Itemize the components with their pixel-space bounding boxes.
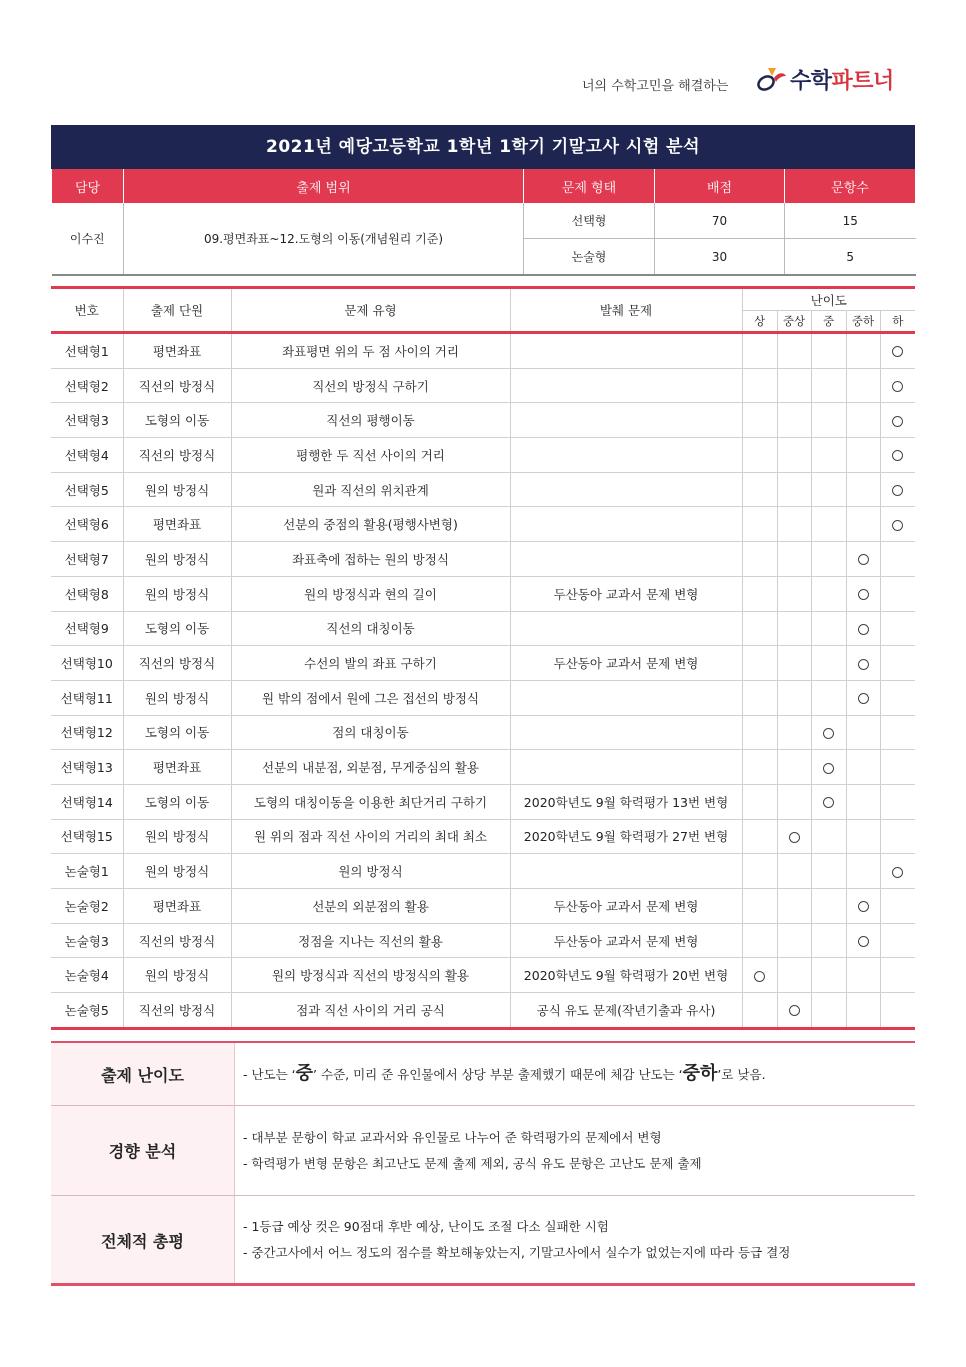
difficulty-cell xyxy=(846,333,880,369)
difficulty-cell xyxy=(742,472,777,507)
question-number: 선택형5 xyxy=(51,472,123,507)
question-unit: 평면좌표 xyxy=(123,333,231,369)
difficulty-cell xyxy=(846,368,880,403)
question-row xyxy=(51,750,915,785)
question-type: 도형의 대칭이동을 이용한 최단거리 구하기 xyxy=(231,784,510,819)
difficulty-cell xyxy=(777,333,811,369)
difficulty-mark-icon xyxy=(858,936,869,947)
level-header: 하 xyxy=(880,311,915,333)
type-score: 70 xyxy=(655,203,785,239)
question-type: 평행한 두 직선 사이의 거리 xyxy=(231,438,510,473)
level-header: 중 xyxy=(811,311,846,333)
overall-label: 전체적 총평 xyxy=(51,1196,235,1284)
difficulty-cell xyxy=(777,993,811,1029)
question-number: 선택형9 xyxy=(51,611,123,646)
question-number: 선택형2 xyxy=(51,368,123,403)
question-source: 공식 유도 문제(작년기출과 유사) xyxy=(510,993,742,1029)
difficulty-cell xyxy=(846,472,880,507)
difficulty-cell xyxy=(742,715,777,750)
difficulty-cell xyxy=(811,472,846,507)
difficulty-cell xyxy=(742,889,777,924)
difficulty-cell xyxy=(811,507,846,542)
difficulty-cell xyxy=(742,333,777,369)
exam-summary-table xyxy=(51,169,916,276)
difficulty-cell xyxy=(777,958,811,993)
header-type: 문제 형태 xyxy=(524,169,655,203)
difficulty-cell xyxy=(811,611,846,646)
question-unit: 평면좌표 xyxy=(123,750,231,785)
difficulty-cell xyxy=(777,715,811,750)
question-row xyxy=(51,923,915,958)
difficulty-cell xyxy=(880,403,915,438)
question-type: 원의 방정식 xyxy=(231,854,510,889)
question-unit: 원의 방정식 xyxy=(123,819,231,854)
question-source xyxy=(510,611,742,646)
difficulty-mark-icon xyxy=(823,763,834,774)
difficulty-level: 중 xyxy=(295,1063,314,1084)
question-type: 좌표축에 접하는 원의 방정식 xyxy=(231,542,510,577)
question-type: 수선의 발의 좌표 구하기 xyxy=(231,646,510,681)
difficulty-cell xyxy=(811,715,846,750)
difficulty-cell xyxy=(742,854,777,889)
question-number: 선택형15 xyxy=(51,819,123,854)
difficulty-cell xyxy=(777,472,811,507)
difficulty-cell xyxy=(742,576,777,611)
difficulty-cell xyxy=(777,438,811,473)
difficulty-cell xyxy=(777,646,811,681)
difficulty-cell xyxy=(777,819,811,854)
difficulty-cell xyxy=(811,576,846,611)
question-type: 점과 직선 사이의 거리 공식 xyxy=(231,993,510,1029)
question-number: 논술형4 xyxy=(51,958,123,993)
difficulty-cell xyxy=(811,542,846,577)
difficulty-cell xyxy=(811,646,846,681)
brand-logo-icon xyxy=(756,64,788,94)
question-unit: 도형의 이동 xyxy=(123,784,231,819)
question-unit: 원의 방정식 xyxy=(123,472,231,507)
difficulty-cell xyxy=(880,576,915,611)
difficulty-cell xyxy=(880,542,915,577)
teacher-name: 이수진 xyxy=(52,203,124,275)
question-row xyxy=(51,993,915,1029)
difficulty-cell xyxy=(846,958,880,993)
difficulty-cell xyxy=(880,368,915,403)
difficulty-mark-icon xyxy=(823,797,834,808)
level-header: 상 xyxy=(742,311,777,333)
difficulty-cell xyxy=(742,542,777,577)
difficulty-mark-icon xyxy=(858,624,869,635)
trend-label: 경향 분석 xyxy=(51,1106,235,1195)
question-unit: 도형의 이동 xyxy=(123,403,231,438)
question-number: 논술형2 xyxy=(51,889,123,924)
question-row xyxy=(51,646,915,681)
difficulty-cell xyxy=(846,715,880,750)
overall-line: - 중간고사에서 어느 정도의 점수를 확보해놓았는지, 기말고사에서 실수가 없었는지에 따라 등급 결정 xyxy=(243,1245,791,1260)
difficulty-cell xyxy=(811,889,846,924)
question-number: 선택형8 xyxy=(51,576,123,611)
header-range: 출제 범위 xyxy=(124,169,524,203)
question-row xyxy=(51,576,915,611)
difficulty-cell xyxy=(811,680,846,715)
col-header-type: 문제 유형 xyxy=(231,288,510,333)
difficulty-mark-icon xyxy=(754,971,765,982)
difficulty-cell xyxy=(846,611,880,646)
question-type: 선분의 중점의 활용(평행사변형) xyxy=(231,507,510,542)
question-type: 좌표평면 위의 두 점 사이의 거리 xyxy=(231,333,510,369)
question-number: 선택형6 xyxy=(51,507,123,542)
difficulty-cell xyxy=(811,819,846,854)
difficulty-cell xyxy=(846,993,880,1029)
question-row xyxy=(51,680,915,715)
question-source xyxy=(510,472,742,507)
difficulty-cell xyxy=(880,611,915,646)
difficulty-cell xyxy=(811,368,846,403)
difficulty-cell xyxy=(846,784,880,819)
question-unit: 직선의 방정식 xyxy=(123,923,231,958)
col-header-source: 발췌 문제 xyxy=(510,288,742,333)
trend-line: - 학력평가 변형 문항은 최고난도 문제 출제 제외, 공식 유도 문항은 고난도 문제 출제 xyxy=(243,1155,702,1171)
question-row xyxy=(51,542,915,577)
question-number: 선택형10 xyxy=(51,646,123,681)
question-type: 직선의 방정식 구하기 xyxy=(231,368,510,403)
difficulty-cell xyxy=(846,403,880,438)
question-number: 선택형14 xyxy=(51,784,123,819)
question-unit: 평면좌표 xyxy=(123,889,231,924)
header-count: 문항수 xyxy=(785,169,916,203)
question-row xyxy=(51,784,915,819)
difficulty-mark-icon xyxy=(892,867,903,878)
question-source xyxy=(510,854,742,889)
difficulty-mark-icon xyxy=(858,901,869,912)
question-unit: 평면좌표 xyxy=(123,507,231,542)
difficulty-cell xyxy=(880,889,915,924)
question-row xyxy=(51,715,915,750)
question-row xyxy=(51,438,915,473)
difficulty-cell xyxy=(846,819,880,854)
question-unit: 원의 방정식 xyxy=(123,576,231,611)
difficulty-cell xyxy=(846,750,880,785)
header-score: 배점 xyxy=(655,169,785,203)
difficulty-prefix: - 난도는 ‘ xyxy=(243,1067,296,1082)
question-number: 논술형3 xyxy=(51,923,123,958)
question-type: 원의 방정식과 직선의 방정식의 활용 xyxy=(231,958,510,993)
brand-part2: 파트너 xyxy=(831,69,894,94)
question-row xyxy=(51,472,915,507)
type-label: 논술형 xyxy=(524,239,655,276)
question-number: 선택형1 xyxy=(51,333,123,369)
question-source xyxy=(510,542,742,577)
difficulty-mark-icon xyxy=(789,1005,800,1016)
question-source xyxy=(510,368,742,403)
difficulty-cell xyxy=(811,403,846,438)
question-row xyxy=(51,333,915,369)
difficulty-cell xyxy=(846,646,880,681)
question-source: 두산동아 교과서 문제 변형 xyxy=(510,646,742,681)
col-header-unit: 출제 단원 xyxy=(123,288,231,333)
question-type: 원 밖의 점에서 원에 그은 접선의 방정식 xyxy=(231,680,510,715)
difficulty-middle: ’ 수준, 미리 준 유인물에서 상당 부분 출제했기 때문에 체감 난도는 ‘ xyxy=(313,1067,683,1082)
difficulty-cell xyxy=(777,680,811,715)
difficulty-cell xyxy=(811,958,846,993)
question-unit: 직선의 방정식 xyxy=(123,646,231,681)
felt-difficulty-level: 중하 xyxy=(682,1063,718,1084)
difficulty-mark-icon xyxy=(892,485,903,496)
type-score: 30 xyxy=(655,239,785,276)
brand-part1: 수학 xyxy=(790,69,832,94)
tagline: 너의 수학고민을 해결하는 xyxy=(582,79,729,94)
question-number: 선택형4 xyxy=(51,438,123,473)
difficulty-mark-icon xyxy=(892,450,903,461)
difficulty-cell xyxy=(811,993,846,1029)
question-row xyxy=(51,368,915,403)
question-source xyxy=(510,438,742,473)
page-header xyxy=(520,60,920,100)
difficulty-cell xyxy=(811,854,846,889)
question-number: 논술형5 xyxy=(51,993,123,1029)
difficulty-cell xyxy=(811,784,846,819)
difficulty-cell xyxy=(742,611,777,646)
question-row xyxy=(51,403,915,438)
difficulty-cell xyxy=(880,438,915,473)
difficulty-mark-icon xyxy=(858,693,869,704)
question-number: 선택형13 xyxy=(51,750,123,785)
question-source xyxy=(510,750,742,785)
question-type: 선분의 외분점의 활용 xyxy=(231,889,510,924)
difficulty-cell xyxy=(777,403,811,438)
bottom-rule xyxy=(51,1283,915,1286)
question-row xyxy=(51,819,915,854)
difficulty-label: 출제 난이도 xyxy=(51,1043,235,1106)
difficulty-cell xyxy=(880,646,915,681)
type-count: 15 xyxy=(785,203,916,239)
difficulty-cell xyxy=(742,507,777,542)
difficulty-mark-icon xyxy=(858,554,869,565)
question-source: 두산동아 교과서 문제 변형 xyxy=(510,576,742,611)
difficulty-cell xyxy=(846,576,880,611)
trend-line: - 대부분 문항이 학교 교과서와 유인물로 나누어 준 학력평가의 문제에서 변형 xyxy=(243,1129,662,1145)
question-unit: 직선의 방정식 xyxy=(123,368,231,403)
question-number: 선택형7 xyxy=(51,542,123,577)
difficulty-cell xyxy=(742,923,777,958)
difficulty-cell xyxy=(880,750,915,785)
question-number: 선택형3 xyxy=(51,403,123,438)
question-unit: 원의 방정식 xyxy=(123,680,231,715)
difficulty-cell xyxy=(811,438,846,473)
difficulty-cell xyxy=(742,819,777,854)
question-unit: 원의 방정식 xyxy=(123,854,231,889)
difficulty-cell xyxy=(777,368,811,403)
difficulty-cell xyxy=(880,715,915,750)
difficulty-text xyxy=(243,1061,766,1088)
difficulty-mark-icon xyxy=(892,346,903,357)
question-type: 정점을 지나는 직선의 활용 xyxy=(231,923,510,958)
difficulty-cell xyxy=(846,542,880,577)
difficulty-mark-icon xyxy=(892,520,903,531)
question-row xyxy=(51,507,915,542)
question-source: 2020학년도 9월 학력평가 20번 변형 xyxy=(510,958,742,993)
col-header-no: 번호 xyxy=(51,288,123,333)
level-header: 중상 xyxy=(777,311,811,333)
difficulty-cell xyxy=(880,854,915,889)
question-source: 2020학년도 9월 학력평가 27번 변형 xyxy=(510,819,742,854)
question-type: 직선의 평행이동 xyxy=(231,403,510,438)
question-source xyxy=(510,715,742,750)
question-row xyxy=(51,854,915,889)
difficulty-cell xyxy=(777,542,811,577)
exam-range: 09.평면좌표~12.도형의 이동(개념원리 기준) xyxy=(124,203,524,275)
difficulty-cell xyxy=(880,993,915,1029)
difficulty-cell xyxy=(846,854,880,889)
difficulty-cell xyxy=(846,923,880,958)
question-source xyxy=(510,680,742,715)
question-unit: 도형의 이동 xyxy=(123,611,231,646)
difficulty-cell xyxy=(811,750,846,785)
difficulty-cell xyxy=(846,507,880,542)
difficulty-mark-icon xyxy=(892,381,903,392)
difficulty-cell xyxy=(846,889,880,924)
difficulty-summary xyxy=(51,1041,915,1106)
question-row xyxy=(51,958,915,993)
difficulty-cell xyxy=(742,958,777,993)
difficulty-mark-icon xyxy=(858,659,869,670)
difficulty-cell xyxy=(880,923,915,958)
question-type: 점의 대칭이동 xyxy=(231,715,510,750)
brand-name xyxy=(790,64,894,95)
question-source: 두산동아 교과서 문제 변형 xyxy=(510,889,742,924)
question-unit: 원의 방정식 xyxy=(123,542,231,577)
difficulty-cell xyxy=(880,333,915,369)
question-type: 선분의 내분점, 외분점, 무게중심의 활용 xyxy=(231,750,510,785)
question-source xyxy=(510,403,742,438)
difficulty-cell xyxy=(880,507,915,542)
difficulty-cell xyxy=(777,889,811,924)
questions-table xyxy=(51,286,915,1030)
trend-analysis xyxy=(51,1105,915,1195)
question-type: 원의 방정식과 현의 길이 xyxy=(231,576,510,611)
question-row xyxy=(51,611,915,646)
difficulty-cell xyxy=(742,646,777,681)
question-number: 선택형12 xyxy=(51,715,123,750)
difficulty-cell xyxy=(777,750,811,785)
difficulty-cell xyxy=(777,611,811,646)
difficulty-cell xyxy=(880,784,915,819)
difficulty-cell xyxy=(742,680,777,715)
difficulty-cell xyxy=(742,993,777,1029)
difficulty-cell xyxy=(811,333,846,369)
difficulty-cell xyxy=(742,403,777,438)
difficulty-cell xyxy=(742,784,777,819)
overall-line: - 1등급 예상 컷은 90점대 후반 예상, 난이도 조절 다소 실패한 시험 xyxy=(243,1219,609,1234)
question-row xyxy=(51,889,915,924)
difficulty-cell xyxy=(811,923,846,958)
difficulty-cell xyxy=(777,576,811,611)
level-header: 중하 xyxy=(846,311,880,333)
difficulty-cell xyxy=(880,680,915,715)
question-number: 선택형11 xyxy=(51,680,123,715)
type-label: 선택형 xyxy=(524,203,655,239)
question-source: 두산동아 교과서 문제 변형 xyxy=(510,923,742,958)
difficulty-cell xyxy=(742,750,777,785)
difficulty-mark-icon xyxy=(789,832,800,843)
difficulty-suffix: ’로 낮음. xyxy=(717,1067,766,1082)
overall-review xyxy=(51,1195,915,1284)
question-unit: 직선의 방정식 xyxy=(123,438,231,473)
difficulty-mark-icon xyxy=(858,589,869,600)
difficulty-cell xyxy=(777,507,811,542)
difficulty-mark-icon xyxy=(823,728,834,739)
question-type: 원과 직선의 위치관계 xyxy=(231,472,510,507)
header-teacher: 담당 xyxy=(52,169,124,203)
question-source xyxy=(510,507,742,542)
difficulty-cell xyxy=(742,368,777,403)
col-header-difficulty: 난이도 xyxy=(742,288,915,311)
difficulty-mark-icon xyxy=(892,416,903,427)
difficulty-cell xyxy=(880,472,915,507)
difficulty-cell xyxy=(777,784,811,819)
difficulty-cell xyxy=(742,438,777,473)
question-type: 원 위의 점과 직선 사이의 거리의 최대 최소 xyxy=(231,819,510,854)
question-unit: 직선의 방정식 xyxy=(123,993,231,1029)
difficulty-cell xyxy=(846,680,880,715)
question-number: 논술형1 xyxy=(51,854,123,889)
question-source: 2020학년도 9월 학력평가 13번 변형 xyxy=(510,784,742,819)
difficulty-cell xyxy=(777,923,811,958)
difficulty-cell xyxy=(846,438,880,473)
question-source xyxy=(510,333,742,369)
document-title: 2021년 예당고등학교 1학년 1학기 기말고사 시험 분석 xyxy=(51,125,915,169)
question-type: 직선의 대칭이동 xyxy=(231,611,510,646)
difficulty-cell xyxy=(880,819,915,854)
question-unit: 도형의 이동 xyxy=(123,715,231,750)
difficulty-cell xyxy=(880,958,915,993)
type-count: 5 xyxy=(785,239,916,276)
question-unit: 원의 방정식 xyxy=(123,958,231,993)
difficulty-cell xyxy=(777,854,811,889)
